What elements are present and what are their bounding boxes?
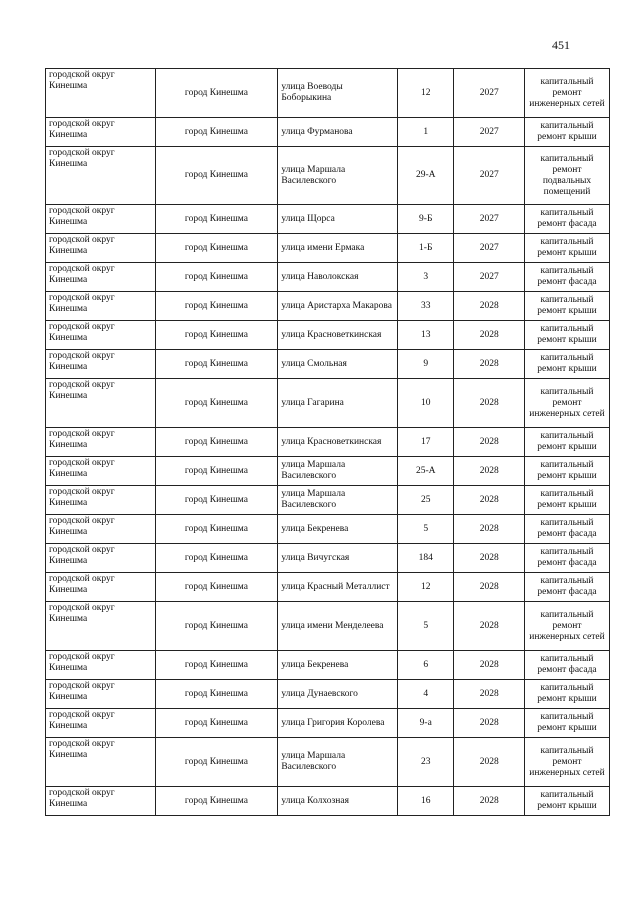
region-cell: городской округ Кинешма bbox=[46, 651, 156, 680]
region-cell: городской округ Кинешма bbox=[46, 205, 156, 234]
street-cell: улица Аристарха Макарова bbox=[278, 292, 398, 321]
table-row bbox=[46, 738, 610, 787]
year-cell: 2028 bbox=[454, 457, 525, 486]
year-cell: 2027 bbox=[454, 263, 525, 292]
street-cell: улица Фурманова bbox=[278, 118, 398, 147]
table-row bbox=[46, 573, 610, 602]
table-row bbox=[46, 602, 610, 651]
region-cell: городской округ Кинешма bbox=[46, 602, 156, 651]
street-cell: улица Красноветкинская bbox=[278, 321, 398, 350]
year-cell: 2027 bbox=[454, 205, 525, 234]
year-cell: 2028 bbox=[454, 709, 525, 738]
year-cell: 2028 bbox=[454, 486, 525, 515]
street-cell: улица Бекренева bbox=[278, 651, 398, 680]
house-number-cell: 17 bbox=[398, 428, 454, 457]
city-cell: город Кинешма bbox=[155, 69, 278, 118]
table-row bbox=[46, 709, 610, 738]
work-type-cell: капитальный ремонт крыши bbox=[525, 486, 610, 515]
house-number-cell: 9 bbox=[398, 350, 454, 379]
street-cell: улица имени Менделеева bbox=[278, 602, 398, 651]
city-cell: город Кинешма bbox=[155, 321, 278, 350]
street-cell: улица Воеводы Боборыкина bbox=[278, 69, 398, 118]
year-cell: 2028 bbox=[454, 292, 525, 321]
city-cell: город Кинешма bbox=[155, 709, 278, 738]
work-type-cell: капитальный ремонт крыши bbox=[525, 118, 610, 147]
house-number-cell: 12 bbox=[398, 69, 454, 118]
region-cell: городской округ Кинешма bbox=[46, 457, 156, 486]
city-cell: город Кинешма bbox=[155, 457, 278, 486]
street-cell: улица Щорса bbox=[278, 205, 398, 234]
year-cell: 2028 bbox=[454, 738, 525, 787]
region-cell: городской округ Кинешма bbox=[46, 486, 156, 515]
table-row bbox=[46, 457, 610, 486]
house-number-cell: 12 bbox=[398, 573, 454, 602]
table-row bbox=[46, 321, 610, 350]
city-cell: город Кинешма bbox=[155, 573, 278, 602]
region-cell: городской округ Кинешма bbox=[46, 428, 156, 457]
work-type-cell: капитальный ремонт фасада bbox=[525, 651, 610, 680]
region-cell: городской округ Кинешма bbox=[46, 738, 156, 787]
city-cell: город Кинешма bbox=[155, 118, 278, 147]
work-type-cell: капитальный ремонт крыши bbox=[525, 787, 610, 816]
house-number-cell: 6 bbox=[398, 651, 454, 680]
work-type-cell: капитальный ремонт подвальных помещений bbox=[525, 147, 610, 205]
work-type-cell: капитальный ремонт крыши bbox=[525, 350, 610, 379]
house-number-cell: 29-А bbox=[398, 147, 454, 205]
house-number-cell: 33 bbox=[398, 292, 454, 321]
year-cell: 2027 bbox=[454, 234, 525, 263]
street-cell: улица Красноветкинская bbox=[278, 428, 398, 457]
year-cell: 2028 bbox=[454, 787, 525, 816]
city-cell: город Кинешма bbox=[155, 292, 278, 321]
street-cell: улица Григория Королева bbox=[278, 709, 398, 738]
region-cell: городской округ Кинешма bbox=[46, 379, 156, 428]
table-row bbox=[46, 147, 610, 205]
year-cell: 2028 bbox=[454, 515, 525, 544]
region-cell: городской округ Кинешма bbox=[46, 292, 156, 321]
house-number-cell: 9-Б bbox=[398, 205, 454, 234]
city-cell: город Кинешма bbox=[155, 379, 278, 428]
street-cell: улица Маршала Василевского bbox=[278, 738, 398, 787]
table-row bbox=[46, 69, 610, 118]
house-number-cell: 1-Б bbox=[398, 234, 454, 263]
region-cell: городской округ Кинешма bbox=[46, 573, 156, 602]
house-number-cell: 5 bbox=[398, 602, 454, 651]
year-cell: 2028 bbox=[454, 350, 525, 379]
city-cell: город Кинешма bbox=[155, 234, 278, 263]
work-type-cell: капитальный ремонт инженерных сетей bbox=[525, 379, 610, 428]
table-row bbox=[46, 680, 610, 709]
street-cell: улица Дунаевского bbox=[278, 680, 398, 709]
city-cell: город Кинешма bbox=[155, 787, 278, 816]
house-number-cell: 3 bbox=[398, 263, 454, 292]
street-cell: улица имени Ермака bbox=[278, 234, 398, 263]
work-type-cell: капитальный ремонт фасада bbox=[525, 544, 610, 573]
city-cell: город Кинешма bbox=[155, 350, 278, 379]
region-cell: городской округ Кинешма bbox=[46, 147, 156, 205]
house-number-cell: 5 bbox=[398, 515, 454, 544]
year-cell: 2027 bbox=[454, 118, 525, 147]
year-cell: 2027 bbox=[454, 69, 525, 118]
work-type-cell: капитальный ремонт фасада bbox=[525, 205, 610, 234]
house-number-cell: 4 bbox=[398, 680, 454, 709]
work-type-cell: капитальный ремонт инженерных сетей bbox=[525, 602, 610, 651]
work-type-cell: капитальный ремонт крыши bbox=[525, 680, 610, 709]
region-cell: городской округ Кинешма bbox=[46, 515, 156, 544]
house-number-cell: 25 bbox=[398, 486, 454, 515]
work-type-cell: капитальный ремонт фасада bbox=[525, 573, 610, 602]
street-cell: улица Маршала Василевского bbox=[278, 486, 398, 515]
work-type-cell: капитальный ремонт фасада bbox=[525, 263, 610, 292]
table-row bbox=[46, 787, 610, 816]
region-cell: городской округ Кинешма bbox=[46, 544, 156, 573]
street-cell: улица Смольная bbox=[278, 350, 398, 379]
page-number: 451 bbox=[552, 38, 570, 52]
street-cell: улица Красный Металлист bbox=[278, 573, 398, 602]
repair-schedule-table bbox=[45, 68, 610, 816]
table-row bbox=[46, 263, 610, 292]
city-cell: город Кинешма bbox=[155, 544, 278, 573]
table-row bbox=[46, 234, 610, 263]
region-cell: городской округ Кинешма bbox=[46, 709, 156, 738]
region-cell: городской округ Кинешма bbox=[46, 680, 156, 709]
street-cell: улица Наволокская bbox=[278, 263, 398, 292]
table-row bbox=[46, 428, 610, 457]
work-type-cell: капитальный ремонт крыши bbox=[525, 292, 610, 321]
table-row bbox=[46, 486, 610, 515]
table-row bbox=[46, 205, 610, 234]
house-number-cell: 25-А bbox=[398, 457, 454, 486]
year-cell: 2028 bbox=[454, 544, 525, 573]
work-type-cell: капитальный ремонт крыши bbox=[525, 457, 610, 486]
year-cell: 2028 bbox=[454, 602, 525, 651]
work-type-cell: капитальный ремонт фасада bbox=[525, 515, 610, 544]
region-cell: городской округ Кинешма bbox=[46, 787, 156, 816]
region-cell: городской округ Кинешма bbox=[46, 321, 156, 350]
year-cell: 2028 bbox=[454, 428, 525, 457]
house-number-cell: 9-а bbox=[398, 709, 454, 738]
work-type-cell: капитальный ремонт инженерных сетей bbox=[525, 738, 610, 787]
year-cell: 2028 bbox=[454, 321, 525, 350]
city-cell: город Кинешма bbox=[155, 486, 278, 515]
work-type-cell: капитальный ремонт крыши bbox=[525, 428, 610, 457]
city-cell: город Кинешма bbox=[155, 680, 278, 709]
house-number-cell: 16 bbox=[398, 787, 454, 816]
house-number-cell: 13 bbox=[398, 321, 454, 350]
city-cell: город Кинешма bbox=[155, 602, 278, 651]
city-cell: город Кинешма bbox=[155, 738, 278, 787]
street-cell: улица Вичугская bbox=[278, 544, 398, 573]
table-row bbox=[46, 292, 610, 321]
city-cell: город Кинешма bbox=[155, 205, 278, 234]
city-cell: город Кинешма bbox=[155, 147, 278, 205]
street-cell: улица Маршала Василевского bbox=[278, 147, 398, 205]
table-row bbox=[46, 118, 610, 147]
work-type-cell: капитальный ремонт крыши bbox=[525, 709, 610, 738]
year-cell: 2028 bbox=[454, 379, 525, 428]
house-number-cell: 10 bbox=[398, 379, 454, 428]
city-cell: город Кинешма bbox=[155, 263, 278, 292]
year-cell: 2028 bbox=[454, 680, 525, 709]
work-type-cell: капитальный ремонт крыши bbox=[525, 234, 610, 263]
street-cell: улица Маршала Василевского bbox=[278, 457, 398, 486]
table-row bbox=[46, 544, 610, 573]
year-cell: 2027 bbox=[454, 147, 525, 205]
table-row bbox=[46, 379, 610, 428]
year-cell: 2028 bbox=[454, 651, 525, 680]
region-cell: городской округ Кинешма bbox=[46, 69, 156, 118]
city-cell: город Кинешма bbox=[155, 428, 278, 457]
city-cell: город Кинешма bbox=[155, 651, 278, 680]
house-number-cell: 23 bbox=[398, 738, 454, 787]
year-cell: 2028 bbox=[454, 573, 525, 602]
street-cell: улица Колхозная bbox=[278, 787, 398, 816]
table-row bbox=[46, 651, 610, 680]
work-type-cell: капитальный ремонт инженерных сетей bbox=[525, 69, 610, 118]
table-body bbox=[46, 69, 610, 816]
region-cell: городской округ Кинешма bbox=[46, 118, 156, 147]
city-cell: город Кинешма bbox=[155, 515, 278, 544]
table-row bbox=[46, 350, 610, 379]
region-cell: городской округ Кинешма bbox=[46, 263, 156, 292]
region-cell: городской округ Кинешма bbox=[46, 350, 156, 379]
house-number-cell: 184 bbox=[398, 544, 454, 573]
table-row bbox=[46, 515, 610, 544]
region-cell: городской округ Кинешма bbox=[46, 234, 156, 263]
street-cell: улица Бекренева bbox=[278, 515, 398, 544]
street-cell: улица Гагарина bbox=[278, 379, 398, 428]
work-type-cell: капитальный ремонт крыши bbox=[525, 321, 610, 350]
house-number-cell: 1 bbox=[398, 118, 454, 147]
